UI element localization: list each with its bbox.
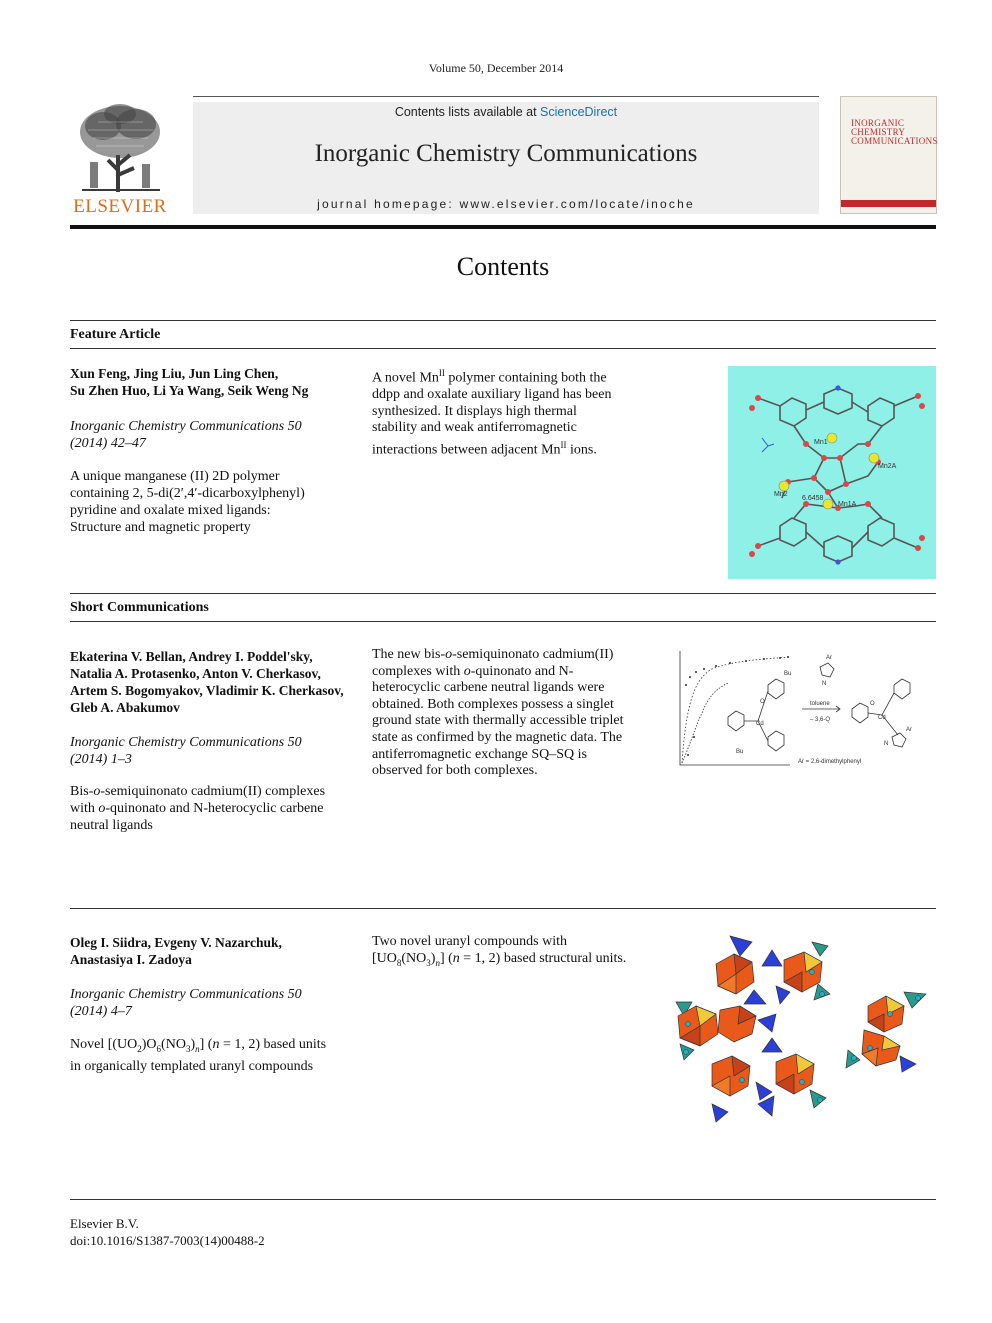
- article-2-graphical-abstract[interactable]: [672, 645, 940, 777]
- mn2a-label: Mn2A: [878, 463, 897, 470]
- title-italic: n: [212, 1037, 220, 1052]
- article-3-abstract: [372, 934, 646, 971]
- ar-label-product: Ar: [906, 727, 912, 733]
- article-1-authors: [70, 365, 350, 399]
- section-rule-top: [70, 593, 936, 594]
- contents-available-prefix: Contents lists available at: [394, 105, 541, 119]
- mn1a-label: Mn1A: [838, 501, 857, 508]
- n-label-product: N: [884, 741, 889, 747]
- abstract-text: = 1, 2) based structural units.: [459, 950, 627, 966]
- page-title: Contents: [456, 252, 550, 281]
- abstract-text: polymer containing both the: [444, 370, 607, 386]
- abstract-line: Two novel uranyl compounds with: [372, 934, 567, 949]
- title-text: -semiquinonato cadmium(II) complexes: [100, 784, 326, 799]
- title-text: Novel [(UO: [70, 1037, 138, 1052]
- abstract-text: [UO: [372, 950, 397, 966]
- abstract-italic: o: [463, 663, 471, 679]
- article-3-citation[interactable]: [70, 986, 348, 1020]
- bu-label-top: Bu: [784, 671, 792, 677]
- mn2-label: Mn2: [774, 491, 788, 498]
- n-label: N: [822, 681, 827, 687]
- authors-line: Ekaterina V. Bellan, Andrey I. Poddel'sky,: [70, 649, 313, 664]
- abstract-text: (NO: [401, 950, 427, 966]
- elsevier-wordmark: ELSEVIER: [73, 196, 167, 217]
- title-italic: o: [93, 784, 101, 799]
- title-text: )O: [141, 1037, 157, 1052]
- abstract-line: stability and weak antiferromagnetic: [372, 420, 577, 436]
- subscript: 6: [156, 1043, 162, 1054]
- article-1-title[interactable]: [70, 468, 348, 536]
- title-line: pyridine and oxalate mixed ligands:: [70, 503, 271, 518]
- contents-available-line: [193, 105, 819, 119]
- abstract-line: state as confirmed by the magnetic data. The: [372, 729, 623, 745]
- section-rule-bottom: [70, 348, 936, 349]
- citation-line: Inorganic Chemistry Communications 50: [70, 419, 302, 434]
- mn1-label: Mn1: [814, 439, 828, 446]
- section-rule-bottom: [70, 621, 936, 622]
- section-heading-short: Short Communications: [70, 600, 209, 615]
- section-rule-top: [70, 320, 936, 321]
- title-line: Structure and magnetic property: [70, 520, 251, 535]
- article-2-authors: [70, 648, 350, 716]
- citation-line: Inorganic Chemistry Communications 50: [70, 735, 302, 750]
- bu-label: Bu: [736, 749, 744, 755]
- journal-cover-thumbnail[interactable]: [840, 96, 937, 214]
- article-2-citation[interactable]: [70, 734, 348, 768]
- elsevier-logo: [68, 100, 172, 216]
- title-text: with: [70, 801, 99, 816]
- abstract-line: synthesized. It displays high thermal: [372, 403, 577, 419]
- title-line: A unique manganese (II) 2D polymer: [70, 469, 280, 484]
- article-1-abstract: [372, 365, 646, 459]
- article-1-citation[interactable]: [70, 418, 348, 452]
- section-heading-feature: Feature Article: [70, 327, 161, 342]
- abstract-text: ] (: [439, 950, 453, 966]
- uranyl-polyhedra-figure: [672, 932, 940, 1124]
- journal-title: Inorganic Chemistry Communications: [314, 140, 698, 167]
- authors-line: Xun Feng, Jing Liu, Jun Ling Chen,: [70, 366, 279, 381]
- abstract-line: ddpp and oxalate auxiliary ligand has been: [372, 387, 612, 403]
- article-3-authors: [70, 934, 350, 968]
- article-3-title[interactable]: [70, 1036, 348, 1075]
- minus-q-label: – 3,6-Q: [810, 717, 831, 723]
- title-line: in organically templated uranyl compounds: [70, 1058, 314, 1074]
- title-line: containing 2, 5-di(2′,4′-dicarboxylphenyl): [70, 486, 305, 501]
- cover-band: [841, 200, 936, 207]
- abstract-line: ground state with thermally accessible triplet: [372, 713, 624, 729]
- article-separator-rule: [70, 908, 936, 909]
- title-text: = 1, 2) based units: [219, 1037, 327, 1052]
- abstract-text: ): [430, 950, 436, 966]
- citation-line: (2014) 1–3: [70, 752, 132, 767]
- elsevier-tree-icon: [68, 100, 172, 196]
- title-italic: o: [98, 801, 106, 816]
- abstract-italic: o: [445, 647, 453, 662]
- article-2-title[interactable]: [70, 783, 348, 834]
- citation-line: (2014) 4–7: [70, 1004, 132, 1019]
- abstract-line: antiferromagnetic exchange SQ–SQ is: [372, 746, 587, 762]
- abstract-italic: n: [452, 950, 460, 966]
- header-top-rule: [193, 96, 819, 97]
- superscript: II: [438, 368, 445, 378]
- superscript: II: [560, 440, 567, 451]
- title-text: ] (: [199, 1037, 213, 1052]
- title-line: neutral ligands: [70, 818, 153, 833]
- authors-line: Gleb A. Abakumov: [70, 700, 180, 715]
- abstract-text: -semiquinonato cadmium(II): [452, 647, 614, 662]
- footer-publisher: Elsevier B.V.: [70, 1216, 139, 1231]
- subscript: 3: [426, 957, 431, 968]
- abstract-text: The new bis-: [372, 647, 446, 662]
- sciencedirect-link[interactable]: ScienceDirect: [540, 105, 618, 119]
- subscript: n: [195, 1043, 200, 1054]
- toluene-label: toluene: [810, 701, 830, 707]
- authors-line: Oleg I. Siidra, Evgeny V. Nazarchuk,: [70, 935, 282, 950]
- abstract-text: complexes with: [372, 663, 464, 679]
- distance-label: 6.6458: [802, 495, 824, 502]
- authors-line: Su Zhen Huo, Li Ya Wang, Seik Weng Ng: [70, 383, 309, 398]
- cd-label: Cd: [756, 721, 764, 727]
- authors-line: Anastasiya I. Zadoya: [70, 952, 192, 967]
- abstract-text: -quinonato and N-: [470, 663, 574, 679]
- abstract-line: obtained. Both complexes possess a singlet: [372, 696, 614, 712]
- cadmium-complex-figure: [672, 645, 940, 777]
- footer-doi-link[interactable]: doi:10.1016/S1387-7003(14)00488-2: [70, 1233, 265, 1248]
- title-text: -quinonato and N-heterocyclic carbene: [105, 801, 324, 816]
- o-label-product: O: [870, 701, 875, 707]
- o-label: O: [760, 699, 765, 705]
- axes-icon: [762, 438, 774, 452]
- title-text: (NO: [161, 1037, 186, 1052]
- abstract-text: interactions between adjacent Mn: [372, 442, 561, 458]
- article-3-graphical-abstract[interactable]: [672, 932, 940, 1124]
- subscript: 8: [396, 957, 402, 968]
- citation-line: Inorganic Chemistry Communications 50: [70, 987, 302, 1002]
- abstract-text: A novel Mn: [372, 370, 439, 386]
- cd-label-product: Cd: [878, 715, 886, 721]
- abstract-line: observed for both complexes.: [372, 763, 538, 779]
- title-text: ): [190, 1037, 196, 1052]
- article-1-graphical-abstract[interactable]: [728, 366, 936, 579]
- abstract-line: heterocyclic carbene neutral ligands were: [372, 680, 605, 696]
- subscript: 3: [185, 1043, 191, 1054]
- abstract-text: ions.: [566, 442, 597, 458]
- ar-label: Ar: [826, 655, 832, 661]
- authors-line: Natalia A. Protasenko, Anton V. Cherkasov,: [70, 666, 321, 681]
- ar-definition-label: Ar = 2,6-dimethylphenyl: [798, 759, 862, 765]
- article-2-abstract: [372, 647, 646, 780]
- cover-title: INORGANIC CHEMISTRY COMMUNICATIONS: [851, 118, 938, 146]
- header-bottom-rule: [70, 225, 936, 229]
- authors-line: Artem S. Bogomyakov, Vladimir K. Cherkasov,: [70, 683, 344, 698]
- journal-homepage-link[interactable]: journal homepage: www.elsevier.com/locate/inoche: [317, 197, 695, 211]
- footer-rule: [70, 1199, 936, 1200]
- mn-polymer-structure-figure: [728, 366, 936, 579]
- subscript: 2: [137, 1043, 142, 1054]
- citation-line: (2014) 42–47: [70, 436, 146, 451]
- title-text: Bis-: [70, 784, 94, 799]
- volume-line: Volume 50, December 2014: [428, 61, 564, 75]
- subscript: n: [435, 957, 440, 968]
